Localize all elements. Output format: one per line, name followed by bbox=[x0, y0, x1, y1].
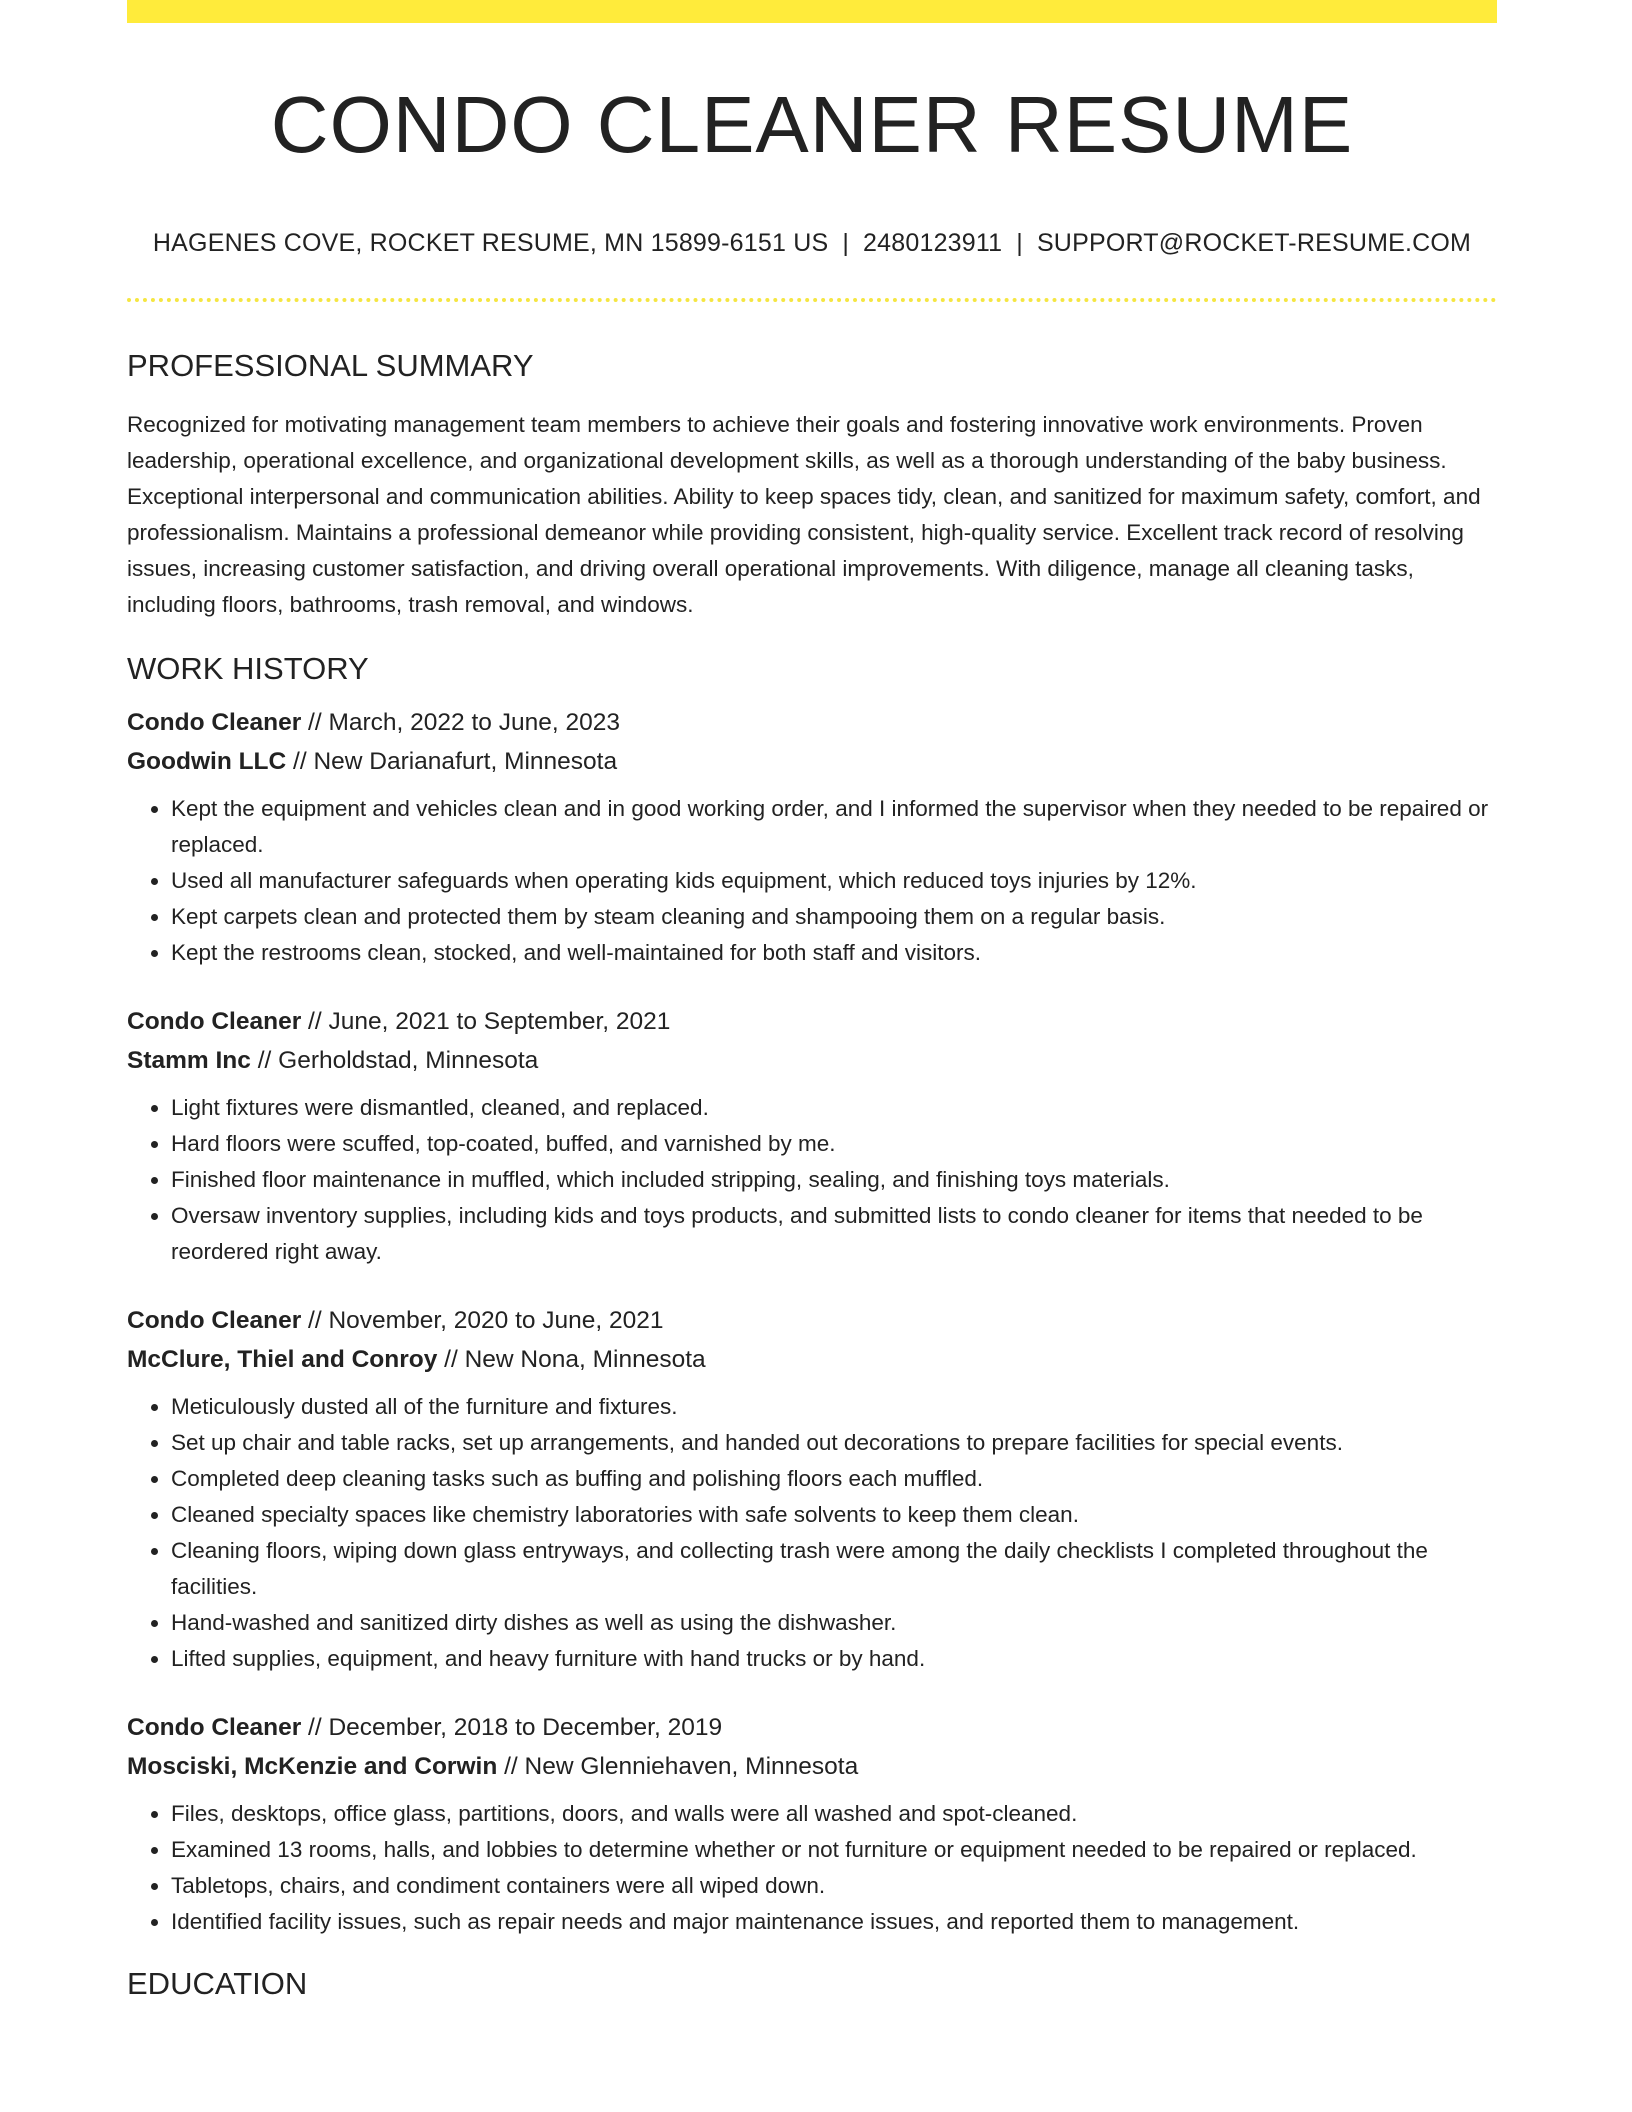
job-title-line bbox=[127, 1301, 1497, 1340]
job-bullet-list bbox=[127, 1796, 1497, 1940]
work-history-list bbox=[127, 703, 1497, 1940]
contact-line bbox=[127, 231, 1497, 256]
job-company: Stamm Inc bbox=[127, 1047, 251, 1074]
job-company-line bbox=[127, 1041, 1497, 1080]
work-history-heading: WORK HISTORY bbox=[127, 651, 369, 686]
job-dates: // June, 2021 to September, 2021 bbox=[301, 1008, 671, 1035]
job-bullet: • Meticulously dusted all of the furniture and fixtures. bbox=[171, 1389, 1497, 1425]
contact-phone: 2480123911 bbox=[863, 229, 1003, 257]
job-location: // Gerholdstad, Minnesota bbox=[250, 1047, 539, 1074]
job-title: Condo Cleaner bbox=[127, 1714, 302, 1741]
job-location: // New Darianafurt, Minnesota bbox=[286, 748, 618, 775]
job-bullet-list bbox=[127, 791, 1497, 971]
job-entry bbox=[127, 1002, 1497, 1270]
job-company-line bbox=[127, 1747, 1497, 1786]
summary-text: Recognized for motivating management team members to achieve their goals and fostering innovative work environments. Proven leadership, operational excellence, and organizational development skills, as well as a thorough understanding of the baby business. Exceptional interpersonal and communication abilities. Ability to keep spaces tidy, clean, and sanitized for maximum safety, comfort, and professionalism. Maintains a professional demeanor while providing consistent, high-quality service. Excellent track record of resolving issues, increasing customer satisfaction, and driving overall operational improvements. With diligence, manage all cleaning tasks, including floors, bathrooms, trash removal, and windows. bbox=[127, 412, 1481, 617]
job-bullet: • Tabletops, chairs, and condiment containers were all wiped down. bbox=[171, 1868, 1497, 1904]
job-title-line bbox=[127, 1708, 1497, 1747]
job-bullet: • Kept the restrooms clean, stocked, and well-maintained for both staff and visitors. bbox=[171, 935, 1497, 971]
job-bullet-list bbox=[127, 1389, 1497, 1677]
education-heading: EDUCATION bbox=[127, 1966, 308, 2001]
job-bullet: • Examined 13 rooms, halls, and lobbies to determine whether or not furniture or equipment needed to be repaired or replaced. bbox=[171, 1832, 1497, 1868]
job-bullet-list bbox=[127, 1090, 1497, 1270]
job-bullet: • Identified facility issues, such as repair needs and major maintenance issues, and reported them to management. bbox=[171, 1904, 1497, 1940]
resume-title: CONDO CLEANER RESUME bbox=[270, 80, 1354, 169]
job-bullet: • Set up chair and table racks, set up arrangements, and handed out decorations to prepare facilities for special events. bbox=[171, 1425, 1497, 1461]
contact-address: HAGENES COVE, ROCKET RESUME, MN 15899-6151 US bbox=[152, 229, 829, 257]
job-bullet: • Hard floors were scuffed, top-coated, buffed, and varnished by me. bbox=[171, 1126, 1497, 1162]
job-entry bbox=[127, 1301, 1497, 1677]
job-bullet: • Kept the equipment and vehicles clean and in good working order, and I informed the supervisor when they needed to be repaired or replaced. bbox=[171, 791, 1497, 863]
job-company-line bbox=[127, 742, 1497, 781]
job-title: Condo Cleaner bbox=[127, 709, 302, 736]
job-company-line bbox=[127, 1340, 1497, 1379]
job-bullet: • Kept carpets clean and protected them by steam cleaning and shampooing them on a regular basis. bbox=[171, 899, 1497, 935]
job-title-line bbox=[127, 703, 1497, 742]
contact-email: SUPPORT@ROCKET-RESUME.COM bbox=[1036, 229, 1472, 257]
job-bullet: • Oversaw inventory supplies, including kids and toys products, and submitted lists to condo cleaner for items that needed to be reordered right away. bbox=[171, 1198, 1497, 1270]
job-dates: // March, 2022 to June, 2023 bbox=[301, 709, 620, 736]
job-bullet: • Light fixtures were dismantled, cleaned, and replaced. bbox=[171, 1090, 1497, 1126]
summary-heading: PROFESSIONAL SUMMARY bbox=[127, 348, 534, 383]
job-company: Goodwin LLC bbox=[127, 748, 287, 775]
job-bullet: • Finished floor maintenance in muffled, which included stripping, sealing, and finishing toys materials. bbox=[171, 1162, 1497, 1198]
job-dates: // November, 2020 to June, 2021 bbox=[301, 1307, 664, 1334]
dotted-divider bbox=[127, 298, 1497, 302]
job-title: Condo Cleaner bbox=[127, 1307, 302, 1334]
contact-separator: | bbox=[1016, 229, 1023, 257]
job-dates: // December, 2018 to December, 2019 bbox=[301, 1714, 723, 1741]
top-accent-bar bbox=[127, 0, 1497, 23]
job-location: // New Nona, Minnesota bbox=[437, 1346, 706, 1373]
job-bullet: • Cleaning floors, wiping down glass entryways, and collecting trash were among the daily checklists I completed throughout the facilities. bbox=[171, 1533, 1497, 1605]
job-company: Mosciski, McKenzie and Corwin bbox=[127, 1753, 498, 1780]
job-title-line bbox=[127, 1002, 1497, 1041]
job-bullet: • Files, desktops, office glass, partitions, doors, and walls were all washed and spot-cleaned. bbox=[171, 1796, 1497, 1832]
job-bullet: • Hand-washed and sanitized dirty dishes as well as using the dishwasher. bbox=[171, 1605, 1497, 1641]
contact-separator: | bbox=[842, 229, 850, 257]
resume-page bbox=[127, 0, 1497, 1999]
job-title: Condo Cleaner bbox=[127, 1008, 302, 1035]
job-bullet: • Cleaned specialty spaces like chemistry laboratories with safe solvents to keep them clean. bbox=[171, 1497, 1497, 1533]
job-entry bbox=[127, 1708, 1497, 1940]
job-bullet: • Completed deep cleaning tasks such as buffing and polishing floors each muffled. bbox=[171, 1461, 1497, 1497]
job-company: McClure, Thiel and Conroy bbox=[127, 1346, 438, 1373]
job-location: // New Glenniehaven, Minnesota bbox=[497, 1753, 859, 1780]
job-entry bbox=[127, 703, 1497, 971]
job-bullet: • Lifted supplies, equipment, and heavy furniture with hand trucks or by hand. bbox=[171, 1641, 1497, 1677]
job-bullet: • Used all manufacturer safeguards when operating kids equipment, which reduced toys injuries by 12%. bbox=[171, 863, 1497, 899]
